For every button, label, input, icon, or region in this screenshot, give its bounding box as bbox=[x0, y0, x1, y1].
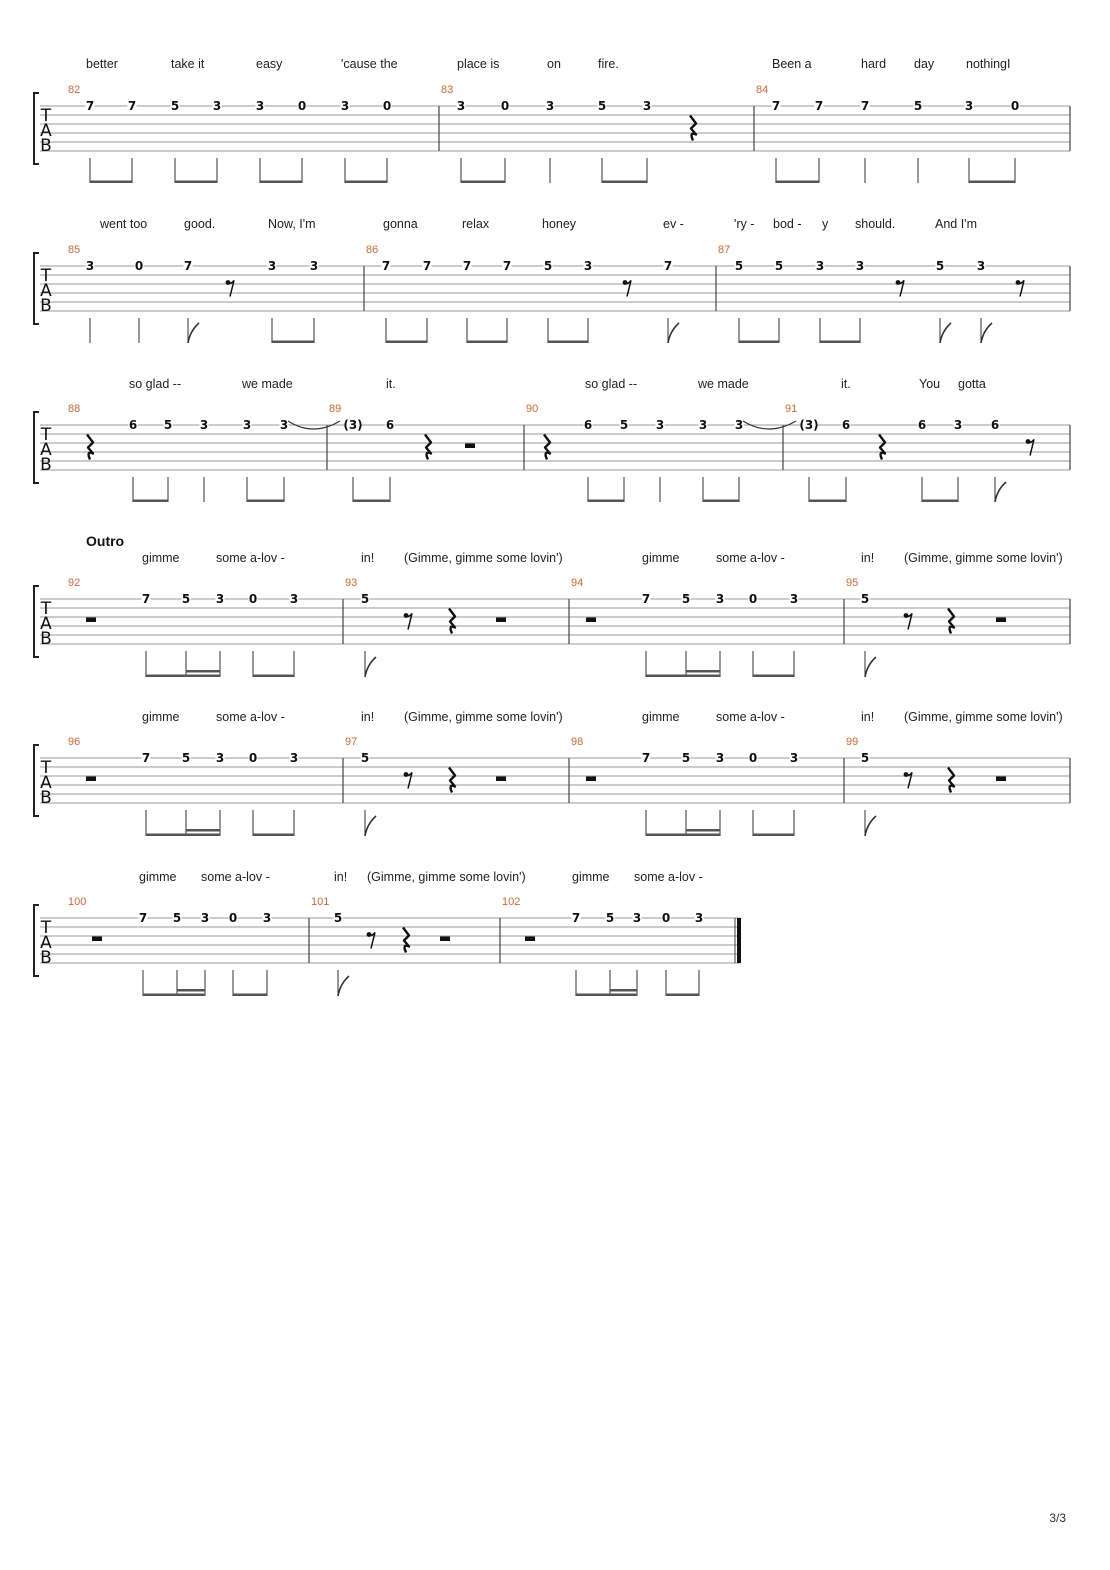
lyric-syllable: easy bbox=[256, 57, 283, 71]
fret-number: 3 bbox=[715, 751, 725, 765]
measure-number: 101 bbox=[311, 896, 330, 908]
measure-number: 84 bbox=[756, 84, 769, 96]
tab-clef-letter: T bbox=[40, 425, 52, 445]
system-bracket bbox=[34, 253, 39, 324]
fret-number: 0 bbox=[382, 99, 392, 113]
fret-number: 5 bbox=[170, 99, 180, 113]
fret-number: 3 bbox=[215, 751, 225, 765]
beam bbox=[576, 994, 637, 997]
measure bbox=[502, 896, 704, 996]
lyric-syllable: on bbox=[547, 57, 561, 71]
fret-number: 6 bbox=[990, 418, 1000, 432]
tab-clef-letter: B bbox=[40, 455, 52, 475]
lyric-syllable: relax bbox=[462, 217, 490, 231]
beam bbox=[461, 181, 505, 184]
fret-number: 6 bbox=[583, 418, 593, 432]
measure-number: 87 bbox=[718, 244, 731, 256]
half-rest bbox=[86, 777, 96, 782]
measure-number: 91 bbox=[785, 403, 798, 415]
lyric-syllable: (Gimme, gimme some lovin') bbox=[404, 710, 563, 724]
fret-number: 3 bbox=[976, 259, 986, 273]
beam-sixteenth bbox=[186, 670, 220, 673]
tab-clef-letter: B bbox=[40, 296, 52, 316]
lyric-syllable: gimme bbox=[642, 551, 680, 565]
beam bbox=[386, 341, 427, 344]
note-flag bbox=[995, 482, 1006, 502]
fret-number: 3 bbox=[642, 99, 652, 113]
fret-number: 0 bbox=[248, 592, 258, 606]
beam bbox=[467, 341, 507, 344]
beam bbox=[253, 675, 294, 678]
fret-number: 3 bbox=[279, 418, 289, 432]
fret-number: 7 bbox=[381, 259, 391, 273]
system-bracket bbox=[34, 905, 39, 976]
lyric-syllable: gimme bbox=[572, 870, 610, 884]
fret-number: 3 bbox=[289, 592, 299, 606]
tab-system bbox=[34, 710, 1070, 836]
tab-clef-letter: T bbox=[40, 918, 52, 938]
tab-clef-letter: A bbox=[40, 281, 52, 301]
fret-number: 3 bbox=[789, 592, 799, 606]
lyric-syllable: gimme bbox=[642, 710, 680, 724]
fret-number: 5 bbox=[860, 751, 870, 765]
measure-number: 85 bbox=[68, 244, 81, 256]
note-flag bbox=[188, 323, 199, 343]
fret-number: 7 bbox=[641, 592, 651, 606]
note-flag bbox=[865, 657, 876, 677]
fret-number: 3 bbox=[583, 259, 593, 273]
fret-number: 3 bbox=[200, 911, 210, 925]
beam bbox=[776, 181, 819, 184]
fret-number: 0 bbox=[297, 99, 307, 113]
measure bbox=[345, 736, 506, 836]
lyric-syllable: in! bbox=[361, 551, 375, 565]
lyric-syllable: in! bbox=[334, 870, 348, 884]
fret-number: (3) bbox=[343, 418, 363, 432]
lyric-syllable: gonna bbox=[383, 217, 418, 231]
tab-clef-letter: T bbox=[40, 758, 52, 778]
note-flag bbox=[338, 976, 349, 996]
fret-number: 7 bbox=[502, 259, 512, 273]
lyric-syllable: nothingI bbox=[966, 57, 1011, 71]
lyric-syllable: some a-lov - bbox=[716, 551, 785, 565]
quarter-rest bbox=[403, 928, 409, 953]
measure bbox=[68, 896, 272, 996]
fret-number: 3 bbox=[734, 418, 744, 432]
fret-number: 0 bbox=[134, 259, 144, 273]
fret-number: 0 bbox=[661, 911, 671, 925]
beam bbox=[247, 500, 284, 503]
fret-number: 0 bbox=[500, 99, 510, 113]
tab-system bbox=[34, 377, 1070, 502]
fret-number: 7 bbox=[860, 99, 870, 113]
lyric-syllable: ev - bbox=[663, 217, 684, 231]
beam bbox=[143, 994, 205, 997]
fret-number: 7 bbox=[85, 99, 95, 113]
tab-system bbox=[34, 217, 1070, 343]
lyric-syllable: gimme bbox=[142, 710, 180, 724]
lyric-syllable: some a-lov - bbox=[201, 870, 270, 884]
beam bbox=[739, 341, 779, 344]
note-flag bbox=[940, 323, 951, 343]
lyric-syllable: went too bbox=[100, 217, 148, 231]
fret-number: 5 bbox=[935, 259, 945, 273]
tab-clef-letter: T bbox=[40, 266, 52, 286]
measure bbox=[68, 577, 299, 677]
half-rest bbox=[586, 618, 596, 623]
quarter-rest bbox=[879, 435, 885, 460]
fret-number: 5 bbox=[181, 751, 191, 765]
beam bbox=[602, 181, 647, 184]
fret-number: 3 bbox=[632, 911, 642, 925]
half-rest bbox=[586, 777, 596, 782]
lyric-syllable: in! bbox=[361, 710, 375, 724]
tab-system bbox=[34, 57, 1070, 183]
quarter-rest bbox=[948, 768, 954, 793]
quarter-rest bbox=[690, 116, 696, 141]
lyric-syllable: (Gimme, gimme some lovin') bbox=[904, 551, 1063, 565]
beam bbox=[90, 181, 132, 184]
lyric-syllable: so glad -- bbox=[585, 377, 638, 391]
system-bracket bbox=[34, 412, 39, 483]
lyric-syllable: bod - bbox=[773, 217, 802, 231]
measure bbox=[571, 577, 799, 677]
beam bbox=[175, 181, 217, 184]
system-bracket bbox=[34, 93, 39, 164]
fret-number: 0 bbox=[228, 911, 238, 925]
half-rest bbox=[496, 777, 506, 782]
lyric-syllable: Now, I'm bbox=[268, 217, 316, 231]
beam bbox=[820, 341, 860, 344]
beam-sixteenth bbox=[610, 989, 637, 992]
measure bbox=[571, 736, 799, 836]
lyric-syllable: (Gimme, gimme some lovin') bbox=[904, 710, 1063, 724]
fret-number: 0 bbox=[748, 592, 758, 606]
lyric-syllable: some a-lov - bbox=[216, 710, 285, 724]
quarter-rest bbox=[425, 435, 431, 460]
lyric-syllable: y bbox=[822, 217, 829, 231]
fret-number: 0 bbox=[748, 751, 758, 765]
fret-number: 5 bbox=[605, 911, 615, 925]
note-flag bbox=[981, 323, 992, 343]
lyric-syllable: place is bbox=[457, 57, 500, 71]
note-flag bbox=[668, 323, 679, 343]
lyric-syllable: take it bbox=[171, 57, 205, 71]
fret-number: 7 bbox=[141, 751, 151, 765]
tab-clef-letter: A bbox=[40, 933, 52, 953]
beam bbox=[646, 834, 720, 837]
beam bbox=[922, 500, 958, 503]
beam bbox=[146, 675, 220, 678]
measure bbox=[846, 736, 1006, 836]
note-flag bbox=[865, 816, 876, 836]
measure-number: 92 bbox=[68, 577, 81, 589]
tab-clef-letter: B bbox=[40, 629, 52, 649]
beam bbox=[753, 675, 794, 678]
fret-number: (3) bbox=[799, 418, 819, 432]
page-number: 3/3 bbox=[1049, 1511, 1066, 1525]
lyric-syllable: in! bbox=[861, 551, 875, 565]
tab-clef-letter: B bbox=[40, 136, 52, 156]
measure-number: 83 bbox=[441, 84, 454, 96]
fret-number: 7 bbox=[183, 259, 193, 273]
fret-number: 3 bbox=[694, 911, 704, 925]
half-rest bbox=[996, 777, 1006, 782]
beam bbox=[253, 834, 294, 837]
fret-number: 5 bbox=[619, 418, 629, 432]
lyric-syllable: honey bbox=[542, 217, 577, 231]
lyric-syllable: You bbox=[919, 377, 941, 391]
measure bbox=[846, 577, 1006, 677]
beam bbox=[646, 675, 720, 678]
fret-number: 5 bbox=[913, 99, 923, 113]
beam bbox=[133, 500, 168, 503]
fret-number: 5 bbox=[734, 259, 744, 273]
measure-number: 86 bbox=[366, 244, 379, 256]
beam-sixteenth bbox=[686, 670, 720, 673]
tab-clef-letter: B bbox=[40, 948, 52, 968]
section-label: Outro bbox=[86, 533, 125, 549]
lyric-syllable: day bbox=[914, 57, 935, 71]
fret-number: 3 bbox=[545, 99, 555, 113]
fret-number: 3 bbox=[255, 99, 265, 113]
system-bracket bbox=[34, 586, 39, 657]
fret-number: 5 bbox=[181, 592, 191, 606]
note-flag bbox=[365, 816, 376, 836]
half-rest bbox=[996, 618, 1006, 623]
fret-number: 3 bbox=[262, 911, 272, 925]
beam bbox=[809, 500, 846, 503]
half-rest bbox=[92, 937, 102, 942]
beam bbox=[969, 181, 1015, 184]
half-rest bbox=[525, 937, 535, 942]
half-rest bbox=[465, 444, 475, 449]
fret-number: 3 bbox=[815, 259, 825, 273]
system-bracket bbox=[34, 745, 39, 816]
measure-number: 94 bbox=[571, 577, 584, 589]
fret-number: 5 bbox=[681, 751, 691, 765]
fret-number: 6 bbox=[841, 418, 851, 432]
lyric-syllable: gotta bbox=[958, 377, 986, 391]
fret-number: 3 bbox=[655, 418, 665, 432]
lyric-syllable: hard bbox=[861, 57, 887, 71]
fret-number: 3 bbox=[456, 99, 466, 113]
fret-number: 3 bbox=[953, 418, 963, 432]
measure-number: 102 bbox=[502, 896, 521, 908]
measure-number: 97 bbox=[345, 736, 358, 748]
note-flag bbox=[365, 657, 376, 677]
beam bbox=[233, 994, 267, 997]
fret-number: 7 bbox=[663, 259, 673, 273]
half-rest bbox=[440, 937, 450, 942]
fret-number: 6 bbox=[128, 418, 138, 432]
beam bbox=[146, 834, 220, 837]
fret-number: 7 bbox=[462, 259, 472, 273]
lyric-syllable: (Gimme, gimme some lovin') bbox=[367, 870, 526, 884]
fret-number: 6 bbox=[917, 418, 927, 432]
tab-clef-letter: A bbox=[40, 773, 52, 793]
fret-number: 6 bbox=[385, 418, 395, 432]
fret-number: 3 bbox=[855, 259, 865, 273]
measure-number: 93 bbox=[345, 577, 358, 589]
lyric-syllable: it. bbox=[841, 377, 851, 391]
beam bbox=[666, 994, 699, 997]
fret-number: 7 bbox=[127, 99, 137, 113]
quarter-rest bbox=[449, 609, 455, 634]
measure bbox=[311, 896, 450, 996]
fret-number: 7 bbox=[571, 911, 581, 925]
fret-number: 3 bbox=[267, 259, 277, 273]
lyric-syllable: some a-lov - bbox=[716, 710, 785, 724]
fret-number: 0 bbox=[1010, 99, 1020, 113]
tab-clef-letter: T bbox=[40, 599, 52, 619]
measure-number: 89 bbox=[329, 403, 342, 415]
tab-system bbox=[34, 533, 1070, 677]
lyric-syllable: good. bbox=[184, 217, 216, 231]
lyric-syllable: some a-lov - bbox=[634, 870, 703, 884]
beam-sixteenth bbox=[686, 829, 720, 832]
measure-number: 99 bbox=[846, 736, 859, 748]
beam-sixteenth bbox=[177, 989, 205, 992]
fret-number: 5 bbox=[172, 911, 182, 925]
fret-number: 5 bbox=[597, 99, 607, 113]
beam bbox=[345, 181, 387, 184]
fret-number: 3 bbox=[85, 259, 95, 273]
tab-system bbox=[34, 870, 741, 996]
lyric-syllable: it. bbox=[386, 377, 396, 391]
beam bbox=[588, 500, 624, 503]
lyric-syllable: better bbox=[86, 57, 118, 71]
fret-number: 5 bbox=[860, 592, 870, 606]
fret-number: 7 bbox=[641, 751, 651, 765]
tab-clef-letter: A bbox=[40, 614, 52, 634]
measure-number: 88 bbox=[68, 403, 81, 415]
fret-number: 3 bbox=[212, 99, 222, 113]
lyric-syllable: we made bbox=[242, 377, 293, 391]
fret-number: 3 bbox=[789, 751, 799, 765]
fret-number: 5 bbox=[333, 911, 343, 925]
half-rest bbox=[496, 618, 506, 623]
fret-number: 3 bbox=[215, 592, 225, 606]
lyric-syllable: so glad -- bbox=[129, 377, 182, 391]
measure-number: 95 bbox=[846, 577, 859, 589]
lyric-syllable: 'cause the bbox=[341, 57, 398, 71]
beam bbox=[272, 341, 314, 344]
fret-number: 3 bbox=[715, 592, 725, 606]
beam-sixteenth bbox=[186, 829, 220, 832]
lyric-syllable: in! bbox=[861, 710, 875, 724]
fret-number: 0 bbox=[248, 751, 258, 765]
measure-number: 100 bbox=[68, 896, 87, 908]
measure-number: 90 bbox=[526, 403, 539, 415]
beam bbox=[353, 500, 390, 503]
lyric-syllable: And I'm bbox=[935, 217, 977, 231]
quarter-rest bbox=[449, 768, 455, 793]
fret-number: 3 bbox=[309, 259, 319, 273]
fret-number: 3 bbox=[199, 418, 209, 432]
fret-number: 7 bbox=[138, 911, 148, 925]
lyric-syllable: some a-lov - bbox=[216, 551, 285, 565]
lyric-syllable: should. bbox=[855, 217, 896, 231]
fret-number: 7 bbox=[422, 259, 432, 273]
lyric-syllable: fire. bbox=[598, 57, 619, 71]
fret-number: 7 bbox=[771, 99, 781, 113]
fret-number: 3 bbox=[242, 418, 252, 432]
measure bbox=[345, 577, 506, 677]
fret-number: 5 bbox=[360, 751, 370, 765]
measure bbox=[68, 736, 299, 836]
lyric-syllable: gimme bbox=[139, 870, 177, 884]
final-barline-thick bbox=[737, 918, 741, 963]
tab-clef-letter: A bbox=[40, 121, 52, 141]
fret-number: 7 bbox=[141, 592, 151, 606]
lyric-syllable: gimme bbox=[142, 551, 180, 565]
lyric-syllable: we made bbox=[698, 377, 749, 391]
tab-clef-letter: T bbox=[40, 106, 52, 126]
fret-number: 3 bbox=[340, 99, 350, 113]
beam bbox=[260, 181, 302, 184]
lyric-syllable: Been a bbox=[772, 57, 812, 71]
measure-number: 96 bbox=[68, 736, 81, 748]
tab-clef-letter: A bbox=[40, 440, 52, 460]
beam bbox=[703, 500, 739, 503]
beam bbox=[753, 834, 794, 837]
fret-number: 3 bbox=[964, 99, 974, 113]
quarter-rest bbox=[948, 609, 954, 634]
fret-number: 5 bbox=[163, 418, 173, 432]
fret-number: 3 bbox=[698, 418, 708, 432]
fret-number: 5 bbox=[543, 259, 553, 273]
beam bbox=[548, 341, 588, 344]
measure-number: 82 bbox=[68, 84, 81, 96]
fret-number: 5 bbox=[774, 259, 784, 273]
half-rest bbox=[86, 618, 96, 623]
measure-number: 98 bbox=[571, 736, 584, 748]
fret-number: 7 bbox=[814, 99, 824, 113]
fret-number: 5 bbox=[681, 592, 691, 606]
quarter-rest bbox=[87, 435, 93, 460]
fret-number: 3 bbox=[289, 751, 299, 765]
lyric-syllable: (Gimme, gimme some lovin') bbox=[404, 551, 563, 565]
quarter-rest bbox=[544, 435, 550, 460]
fret-number: 5 bbox=[360, 592, 370, 606]
tab-clef-letter: B bbox=[40, 788, 52, 808]
lyric-syllable: 'ry - bbox=[734, 217, 755, 231]
